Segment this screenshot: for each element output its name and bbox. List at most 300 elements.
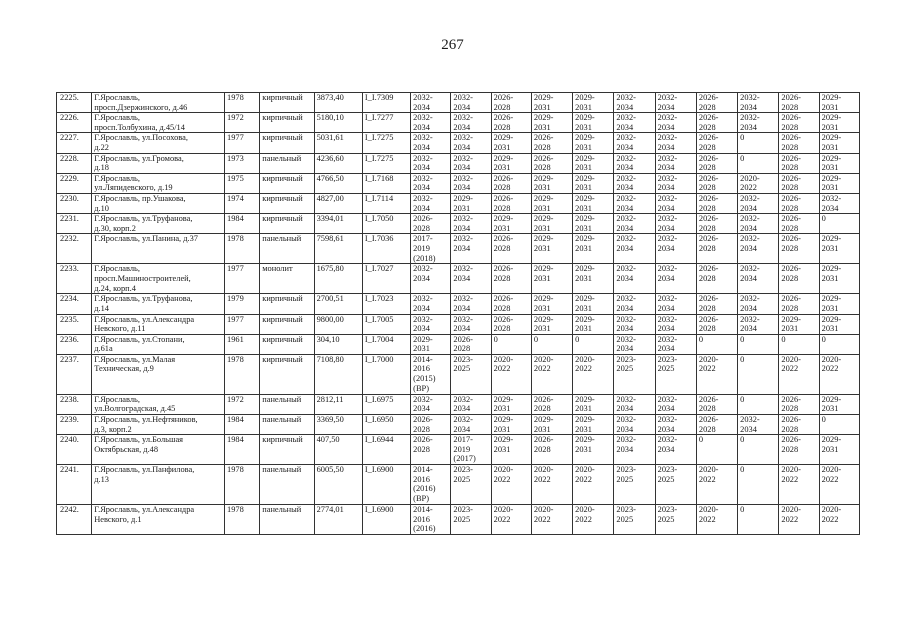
cell-period-5: 2029- 2031 — [573, 234, 614, 264]
cell-period-5: 2029- 2031 — [573, 415, 614, 435]
cell-period-3: 2020- 2022 — [491, 354, 531, 394]
cell-period-3: 2020- 2022 — [491, 465, 531, 505]
cell-period-1: 2032- 2034 — [411, 394, 451, 414]
cell-period-4: 2029- 2031 — [531, 193, 572, 213]
cell-period-7: 2023- 2025 — [655, 354, 696, 394]
cell-area: 6005,50 — [314, 465, 362, 505]
cell-area: 304,10 — [314, 334, 362, 354]
cell-build-year: 1972 — [225, 394, 260, 414]
cell-period-8: 2026- 2028 — [696, 314, 737, 334]
cell-period-11: 2029- 2031 — [819, 133, 859, 153]
cell-build-year: 1978 — [225, 234, 260, 264]
table-row — [57, 435, 860, 465]
table-row — [57, 334, 860, 354]
cell-house-code: I_I.7309 — [362, 93, 410, 113]
cell-period-10: 2026- 2028 — [779, 415, 819, 435]
cell-build-year: 1984 — [225, 214, 260, 234]
cell-period-5: 2029- 2031 — [573, 153, 614, 173]
cell-period-7: 2023- 2025 — [655, 465, 696, 505]
cell-period-9: 2032- 2034 — [738, 214, 779, 234]
cell-period-6: 2032- 2034 — [614, 193, 655, 213]
cell-address: Г.Ярославль, ул.Нефтяников, д.3, корп.2 — [92, 415, 225, 435]
cell-period-1: 2032- 2034 — [411, 93, 451, 113]
cell-address: Г.Ярославль, ул.Труфанова, д.30, корп.2 — [92, 214, 225, 234]
cell-period-8: 2026- 2028 — [696, 193, 737, 213]
table-row — [57, 193, 860, 213]
cell-period-2: 2032- 2034 — [451, 173, 491, 193]
cell-row-number: 2232. — [57, 234, 92, 264]
cell-period-8: 2026- 2028 — [696, 93, 737, 113]
cell-house-code: I_I.7027 — [362, 264, 410, 294]
cell-area: 5031,61 — [314, 133, 362, 153]
cell-period-1: 2032- 2034 — [411, 294, 451, 314]
cell-period-5: 2029- 2031 — [573, 193, 614, 213]
cell-period-10: 0 — [779, 334, 819, 354]
cell-period-8: 2026- 2028 — [696, 133, 737, 153]
cell-period-3: 2020- 2022 — [491, 505, 531, 535]
cell-house-code: I_I.7050 — [362, 214, 410, 234]
cell-period-6: 2032- 2034 — [614, 294, 655, 314]
cell-period-7: 2032- 2034 — [655, 314, 696, 334]
cell-address: Г.Ярославль, ул.Посохова, д.22 — [92, 133, 225, 153]
table-row — [57, 93, 860, 113]
cell-period-6: 2032- 2034 — [614, 133, 655, 153]
cell-row-number: 2230. — [57, 193, 92, 213]
cell-area: 3394,01 — [314, 214, 362, 234]
cell-address: Г.Ярославль, ул.Александра Невского, д.1 — [92, 505, 225, 535]
cell-row-number: 2241. — [57, 465, 92, 505]
cell-period-2: 2023- 2025 — [451, 354, 491, 394]
cell-house-code: I_I.7023 — [362, 294, 410, 314]
cell-period-2: 2017- 2019 (2017) — [451, 435, 491, 465]
cell-period-8: 2026- 2028 — [696, 113, 737, 133]
cell-wall-material: кирпичный — [260, 93, 314, 113]
cell-wall-material: панельный — [260, 234, 314, 264]
cell-period-8: 2020- 2022 — [696, 505, 737, 535]
cell-period-8: 2026- 2028 — [696, 394, 737, 414]
cell-build-year: 1978 — [225, 93, 260, 113]
page-number: 267 — [441, 37, 464, 53]
cell-wall-material: панельный — [260, 465, 314, 505]
cell-row-number: 2231. — [57, 214, 92, 234]
cell-period-8: 0 — [696, 334, 737, 354]
cell-period-2: 2032- 2034 — [451, 133, 491, 153]
cell-period-7: 2032- 2034 — [655, 133, 696, 153]
cell-house-code: I_I.7275 — [362, 133, 410, 153]
cell-period-4: 2029- 2031 — [531, 264, 572, 294]
cell-wall-material: кирпичный — [260, 334, 314, 354]
cell-row-number: 2236. — [57, 334, 92, 354]
table-body — [57, 93, 860, 535]
cell-address: Г.Ярославль, ул.Панина, д.37 — [92, 234, 225, 264]
cell-period-3: 2029- 2031 — [491, 415, 531, 435]
table-row — [57, 354, 860, 394]
cell-period-5: 2029- 2031 — [573, 264, 614, 294]
cell-period-10: 2020- 2022 — [779, 505, 819, 535]
cell-period-6: 2032- 2034 — [614, 264, 655, 294]
cell-period-9: 2020- 2022 — [738, 173, 779, 193]
cell-row-number: 2237. — [57, 354, 92, 394]
cell-house-code: I_I.6975 — [362, 394, 410, 414]
cell-period-7: 2032- 2034 — [655, 113, 696, 133]
cell-period-3: 2026- 2028 — [491, 264, 531, 294]
cell-address: Г.Ярославль, ул.Ляпидевского, д.19 — [92, 173, 225, 193]
cell-period-6: 2032- 2034 — [614, 153, 655, 173]
cell-period-6: 2032- 2034 — [614, 415, 655, 435]
cell-period-2: 2032- 2034 — [451, 415, 491, 435]
cell-build-year: 1977 — [225, 264, 260, 294]
cell-period-4: 2026- 2028 — [531, 394, 572, 414]
cell-period-8: 2026- 2028 — [696, 173, 737, 193]
cell-period-8: 2026- 2028 — [696, 234, 737, 264]
cell-period-8: 0 — [696, 435, 737, 465]
table-row — [57, 415, 860, 435]
cell-period-1: 2032- 2034 — [411, 153, 451, 173]
table-row — [57, 214, 860, 234]
cell-period-6: 2032- 2034 — [614, 214, 655, 234]
cell-period-10: 2026- 2028 — [779, 193, 819, 213]
cell-area: 4236,60 — [314, 153, 362, 173]
cell-period-6: 2023- 2025 — [614, 465, 655, 505]
cell-period-4: 2020- 2022 — [531, 465, 572, 505]
housing-register-table — [56, 92, 860, 535]
cell-period-7: 2032- 2034 — [655, 435, 696, 465]
cell-period-6: 2032- 2034 — [614, 334, 655, 354]
cell-row-number: 2240. — [57, 435, 92, 465]
cell-build-year: 1984 — [225, 415, 260, 435]
cell-build-year: 1978 — [225, 505, 260, 535]
cell-wall-material: кирпичный — [260, 214, 314, 234]
cell-house-code: I_I.6944 — [362, 435, 410, 465]
cell-period-5: 2020- 2022 — [573, 354, 614, 394]
cell-period-2: 2032- 2034 — [451, 93, 491, 113]
cell-period-4: 2020- 2022 — [531, 505, 572, 535]
table-row — [57, 153, 860, 173]
cell-build-year: 1977 — [225, 133, 260, 153]
cell-period-9: 2032- 2034 — [738, 93, 779, 113]
cell-period-3: 2026- 2028 — [491, 234, 531, 264]
cell-period-11: 2029- 2031 — [819, 153, 859, 173]
cell-build-year: 1979 — [225, 294, 260, 314]
cell-period-5: 0 — [573, 334, 614, 354]
cell-wall-material: панельный — [260, 153, 314, 173]
cell-period-2: 2023- 2025 — [451, 505, 491, 535]
cell-period-4: 2029- 2031 — [531, 314, 572, 334]
cell-address: Г.Ярославль, ул.Александра Невского, д.11 — [92, 314, 225, 334]
cell-wall-material: кирпичный — [260, 314, 314, 334]
cell-house-code: I_I.6900 — [362, 505, 410, 535]
table-row — [57, 113, 860, 133]
cell-period-1: 2032- 2034 — [411, 133, 451, 153]
cell-house-code: I_I.7000 — [362, 354, 410, 394]
cell-period-10: 2026- 2028 — [779, 113, 819, 133]
cell-address: Г.Ярославль, ул.Волгоградская, д.45 — [92, 394, 225, 414]
cell-period-1: 2014- 2016 (2015) (ВР) — [411, 354, 451, 394]
cell-build-year: 1977 — [225, 314, 260, 334]
cell-area: 1675,80 — [314, 264, 362, 294]
table-row — [57, 294, 860, 314]
cell-period-5: 2029- 2031 — [573, 93, 614, 113]
cell-period-1: 2026- 2028 — [411, 415, 451, 435]
cell-row-number: 2228. — [57, 153, 92, 173]
cell-period-6: 2032- 2034 — [614, 234, 655, 264]
cell-period-11: 0 — [819, 214, 859, 234]
table-row — [57, 133, 860, 153]
cell-period-6: 2032- 2034 — [614, 314, 655, 334]
cell-period-3: 0 — [491, 334, 531, 354]
cell-period-10: 2026- 2028 — [779, 234, 819, 264]
cell-period-11: 2029- 2031 — [819, 264, 859, 294]
cell-period-3: 2029- 2031 — [491, 435, 531, 465]
cell-period-7: 2032- 2034 — [655, 173, 696, 193]
cell-period-8: 2020- 2022 — [696, 465, 737, 505]
cell-period-5: 2029- 2031 — [573, 214, 614, 234]
cell-period-2: 2023- 2025 — [451, 465, 491, 505]
cell-period-3: 2029- 2031 — [491, 214, 531, 234]
cell-period-1: 2017- 2019 (2018) — [411, 234, 451, 264]
table-row — [57, 465, 860, 505]
cell-period-10: 2026- 2028 — [779, 214, 819, 234]
cell-period-9: 0 — [738, 133, 779, 153]
cell-period-5: 2029- 2031 — [573, 113, 614, 133]
cell-row-number: 2233. — [57, 264, 92, 294]
cell-period-2: 2032- 2034 — [451, 153, 491, 173]
cell-period-1: 2029- 2031 — [411, 334, 451, 354]
cell-house-code: I_I.7168 — [362, 173, 410, 193]
cell-build-year: 1978 — [225, 354, 260, 394]
cell-period-4: 2029- 2031 — [531, 93, 572, 113]
cell-period-9: 0 — [738, 334, 779, 354]
cell-period-9: 2032- 2034 — [738, 314, 779, 334]
cell-period-4: 2020- 2022 — [531, 354, 572, 394]
cell-area: 407,50 — [314, 435, 362, 465]
cell-period-4: 2026- 2028 — [531, 133, 572, 153]
cell-period-10: 2026- 2028 — [779, 264, 819, 294]
cell-period-1: 2032- 2034 — [411, 314, 451, 334]
cell-period-4: 2026- 2028 — [531, 153, 572, 173]
cell-period-9: 0 — [738, 435, 779, 465]
cell-period-4: 2029- 2031 — [531, 113, 572, 133]
cell-row-number: 2227. — [57, 133, 92, 153]
cell-period-3: 2026- 2028 — [491, 294, 531, 314]
cell-period-2: 2032- 2034 — [451, 113, 491, 133]
cell-period-7: 2023- 2025 — [655, 505, 696, 535]
cell-period-8: 2026- 2028 — [696, 214, 737, 234]
cell-period-1: 2032- 2034 — [411, 113, 451, 133]
cell-period-3: 2026- 2028 — [491, 173, 531, 193]
cell-wall-material: панельный — [260, 505, 314, 535]
cell-area: 7108,80 — [314, 354, 362, 394]
cell-period-9: 2032- 2034 — [738, 415, 779, 435]
cell-period-9: 0 — [738, 394, 779, 414]
cell-period-5: 2029- 2031 — [573, 173, 614, 193]
cell-period-4: 2029- 2031 — [531, 173, 572, 193]
cell-period-11: 2020- 2022 — [819, 354, 859, 394]
cell-address: Г.Ярославль, просп.Машиностроителей, д.24, корп.4 — [92, 264, 225, 294]
cell-period-9: 2032- 2034 — [738, 113, 779, 133]
cell-wall-material: монолит — [260, 264, 314, 294]
cell-wall-material: кирпичный — [260, 193, 314, 213]
table-row — [57, 394, 860, 414]
cell-period-2: 2032- 2034 — [451, 214, 491, 234]
cell-period-3: 2026- 2028 — [491, 193, 531, 213]
cell-row-number: 2225. — [57, 93, 92, 113]
cell-address: Г.Ярославль, ул.Громова, д.18 — [92, 153, 225, 173]
cell-period-8: 2026- 2028 — [696, 153, 737, 173]
cell-period-6: 2032- 2034 — [614, 93, 655, 113]
cell-house-code: I_I.6950 — [362, 415, 410, 435]
cell-row-number: 2239. — [57, 415, 92, 435]
cell-house-code: I_I.7036 — [362, 234, 410, 264]
cell-period-7: 2032- 2034 — [655, 193, 696, 213]
cell-period-10: 2026- 2028 — [779, 435, 819, 465]
cell-build-year: 1984 — [225, 435, 260, 465]
cell-period-2: 2032- 2034 — [451, 394, 491, 414]
cell-build-year: 1974 — [225, 193, 260, 213]
cell-period-6: 2032- 2034 — [614, 113, 655, 133]
table-row — [57, 234, 860, 264]
cell-area: 9800,00 — [314, 314, 362, 334]
cell-period-10: 2026- 2028 — [779, 93, 819, 113]
cell-period-11: 2029- 2031 — [819, 113, 859, 133]
cell-period-7: 2032- 2034 — [655, 214, 696, 234]
cell-area: 2774,01 — [314, 505, 362, 535]
cell-period-9: 2032- 2034 — [738, 294, 779, 314]
cell-period-11: 2029- 2031 — [819, 435, 859, 465]
cell-row-number: 2234. — [57, 294, 92, 314]
cell-period-4: 2029- 2031 — [531, 214, 572, 234]
cell-area: 7598,61 — [314, 234, 362, 264]
cell-period-9: 2032- 2034 — [738, 264, 779, 294]
table-row — [57, 264, 860, 294]
cell-period-1: 2032- 2034 — [411, 173, 451, 193]
cell-period-11: 0 — [819, 415, 859, 435]
cell-period-7: 2032- 2034 — [655, 394, 696, 414]
cell-period-3: 2026- 2028 — [491, 113, 531, 133]
cell-period-9: 0 — [738, 354, 779, 394]
cell-period-11: 2032- 2034 — [819, 193, 859, 213]
cell-house-code: I_I.6900 — [362, 465, 410, 505]
cell-period-10: 2026- 2028 — [779, 153, 819, 173]
cell-period-7: 2032- 2034 — [655, 234, 696, 264]
cell-wall-material: панельный — [260, 415, 314, 435]
cell-period-2: 2032- 2034 — [451, 314, 491, 334]
cell-house-code: I_I.7275 — [362, 153, 410, 173]
cell-period-11: 2029- 2031 — [819, 234, 859, 264]
cell-period-5: 2029- 2031 — [573, 435, 614, 465]
cell-row-number: 2226. — [57, 113, 92, 133]
table-row — [57, 173, 860, 193]
cell-period-4: 2029- 2031 — [531, 234, 572, 264]
cell-area: 5180,10 — [314, 113, 362, 133]
cell-period-2: 2032- 2034 — [451, 264, 491, 294]
cell-period-1: 2014- 2016 (2016) (ВР) — [411, 465, 451, 505]
cell-period-4: 0 — [531, 334, 572, 354]
cell-period-5: 2029- 2031 — [573, 133, 614, 153]
cell-house-code: I_I.7004 — [362, 334, 410, 354]
cell-period-5: 2029- 2031 — [573, 294, 614, 314]
cell-period-1: 2014- 2016 (2016) — [411, 505, 451, 535]
cell-period-6: 2032- 2034 — [614, 435, 655, 465]
cell-wall-material: кирпичный — [260, 133, 314, 153]
cell-area: 2812,11 — [314, 394, 362, 414]
cell-area: 3369,50 — [314, 415, 362, 435]
cell-address: Г.Ярославль, просп.Толбухина, д.45/14 — [92, 113, 225, 133]
cell-area: 3873,40 — [314, 93, 362, 113]
cell-period-9: 2032- 2034 — [738, 234, 779, 264]
cell-area: 2700,51 — [314, 294, 362, 314]
cell-address: Г.Ярославль, ул.Труфанова, д.14 — [92, 294, 225, 314]
cell-wall-material: кирпичный — [260, 354, 314, 394]
cell-wall-material: кирпичный — [260, 113, 314, 133]
cell-period-6: 2032- 2034 — [614, 173, 655, 193]
cell-row-number: 2229. — [57, 173, 92, 193]
cell-period-8: 2020- 2022 — [696, 354, 737, 394]
cell-period-8: 2026- 2028 — [696, 294, 737, 314]
cell-period-2: 2032- 2034 — [451, 234, 491, 264]
table-row — [57, 505, 860, 535]
cell-period-3: 2029- 2031 — [491, 153, 531, 173]
cell-row-number: 2242. — [57, 505, 92, 535]
cell-period-3: 2026- 2028 — [491, 314, 531, 334]
cell-period-7: 2032- 2034 — [655, 415, 696, 435]
cell-period-7: 2032- 2034 — [655, 264, 696, 294]
cell-period-9: 2032- 2034 — [738, 193, 779, 213]
cell-period-2: 2032- 2034 — [451, 294, 491, 314]
cell-period-11: 2029- 2031 — [819, 93, 859, 113]
cell-period-4: 2026- 2028 — [531, 435, 572, 465]
cell-period-1: 2026- 2028 — [411, 435, 451, 465]
cell-period-8: 2026- 2028 — [696, 264, 737, 294]
cell-period-6: 2023- 2025 — [614, 354, 655, 394]
cell-house-code: I_I.7114 — [362, 193, 410, 213]
cell-period-10: 2026- 2028 — [779, 294, 819, 314]
cell-period-11: 2020- 2022 — [819, 505, 859, 535]
cell-period-10: 2020- 2022 — [779, 465, 819, 505]
cell-period-7: 2032- 2034 — [655, 294, 696, 314]
cell-period-7: 2032- 2034 — [655, 334, 696, 354]
cell-period-11: 2029- 2031 — [819, 173, 859, 193]
cell-period-10: 2026- 2028 — [779, 173, 819, 193]
cell-address: Г.Ярославль, ул.Панфилова, д.13 — [92, 465, 225, 505]
cell-period-9: 0 — [738, 505, 779, 535]
cell-period-9: 0 — [738, 153, 779, 173]
cell-period-3: 2029- 2031 — [491, 133, 531, 153]
cell-wall-material: панельный — [260, 394, 314, 414]
cell-period-8: 2026- 2028 — [696, 415, 737, 435]
cell-period-11: 2029- 2031 — [819, 394, 859, 414]
cell-period-7: 2032- 2034 — [655, 153, 696, 173]
cell-period-5: 2029- 2031 — [573, 394, 614, 414]
cell-address: Г.Ярославль, ул.Стопани, д.61а — [92, 334, 225, 354]
cell-build-year: 1972 — [225, 113, 260, 133]
cell-area: 4827,00 — [314, 193, 362, 213]
cell-address: Г.Ярославль, ул.Большая Октябрьская, д.48 — [92, 435, 225, 465]
cell-period-9: 0 — [738, 465, 779, 505]
cell-period-1: 2032- 2034 — [411, 264, 451, 294]
cell-wall-material: кирпичный — [260, 294, 314, 314]
cell-address: Г.Ярославль, просп.Дзержинского, д.46 — [92, 93, 225, 113]
cell-period-3: 2026- 2028 — [491, 93, 531, 113]
cell-period-7: 2032- 2034 — [655, 93, 696, 113]
cell-period-2: 2026- 2028 — [451, 334, 491, 354]
cell-area: 4766,50 — [314, 173, 362, 193]
cell-wall-material: кирпичный — [260, 173, 314, 193]
cell-address: Г.Ярославль, ул.Малая Техническая, д.9 — [92, 354, 225, 394]
cell-period-10: 2026- 2028 — [779, 394, 819, 414]
cell-period-6: 2023- 2025 — [614, 505, 655, 535]
cell-row-number: 2235. — [57, 314, 92, 334]
